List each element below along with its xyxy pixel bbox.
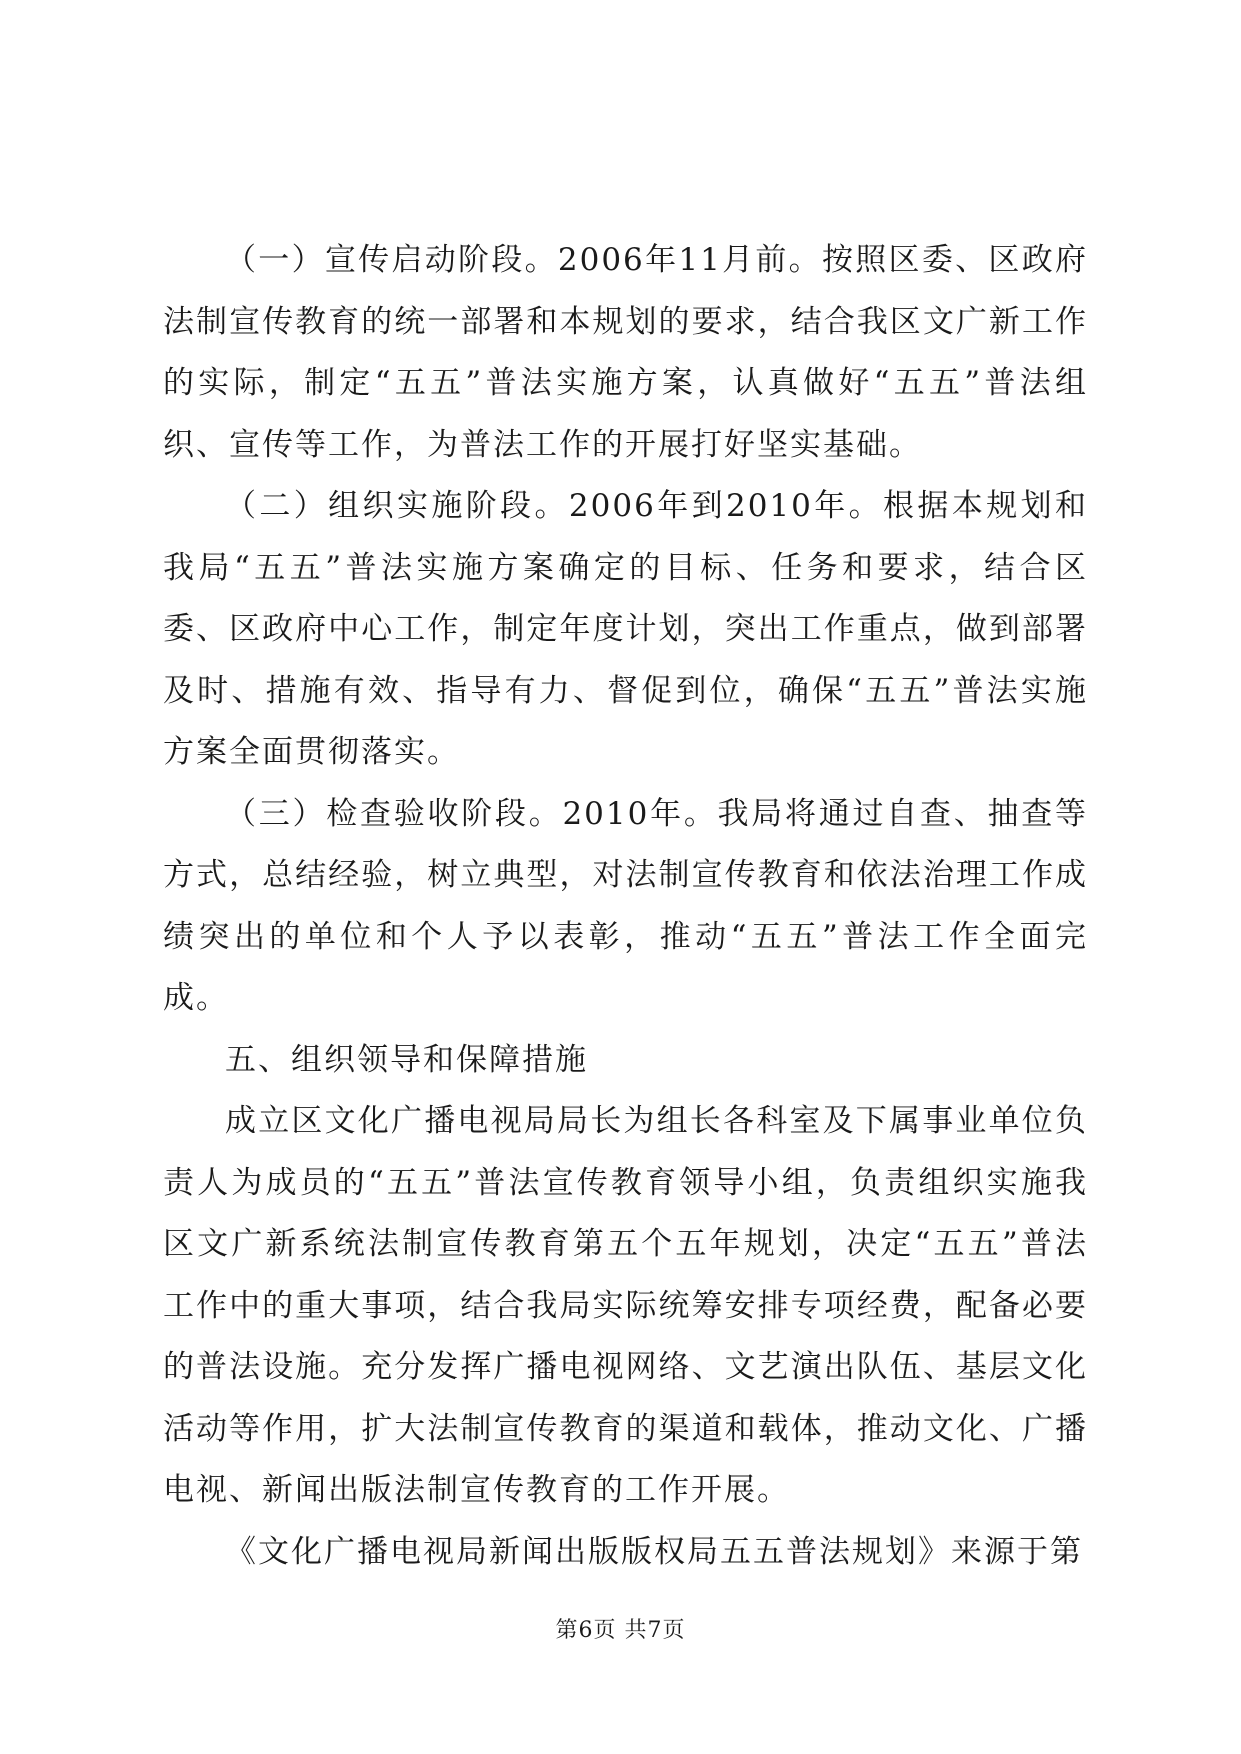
section-heading: 五、组织领导和保障措施	[225, 1041, 588, 1078]
paragraph-source: 《文化广播电视局新闻出版版权局五五普法规划》来源于第	[225, 1533, 1083, 1570]
paragraph-publicity-stage: （一）宣传启动阶段。2006年11月前。按照区委、区政府法制宣传教育的统一部署和本规划的要求，结合我区文广新工作的实际，制定“五五”普法实施方案，认真做好“五五”普法组织、宣传等工作，为普法工作的开展打好坚实基础。	[163, 242, 1088, 463]
paragraph-inspection-stage: （三）检查验收阶段。2010年。我局将通过自查、抽查等方式，总结经验，树立典型，对法制宣传教育和依法治理工作成绩突出的单位和个人予以表彰，推动“五五”普法工作全面完成。	[163, 795, 1088, 1016]
page-footer: 第6页 共7页	[555, 1618, 686, 1643]
paragraph-leadership: 成立区文化广播电视局局长为组长各科室及下属事业单位负责人为成员的“五五”普法宣传教育领导小组，负责组织实施我区文广新系统法制宣传教育第五个五年规划，决定“五五”普法工作中的重大事项，结合我局实际统筹安排专项经费，配备必要的普法设施。充分发挥广播电视网络、文艺演出队伍、基层文化活动等作用，扩大法制宣传教育的渠道和载体，推动文化、广播电视、新闻出版法制宣传教育的工作开展。	[163, 1103, 1088, 1508]
document-body	[163, 230, 1088, 1583]
paragraph-implementation-stage: （二）组织实施阶段。2006年到2010年。根据本规划和我局“五五”普法实施方案确定的目标、任务和要求，结合区委、区政府中心工作，制定年度计划，突出工作重点，做到部署及时、措施有效、指导有力、督促到位，确保“五五”普法实施方案全面贯彻落实。	[163, 488, 1088, 770]
